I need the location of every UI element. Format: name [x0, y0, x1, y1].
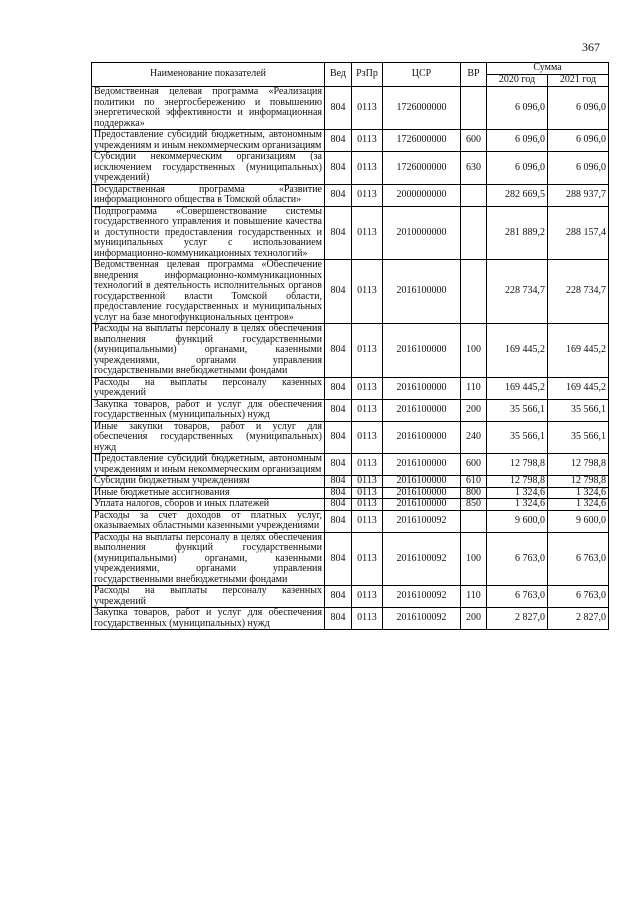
- row-vr: [461, 206, 487, 260]
- row-amount-2020: 12 798,8: [487, 454, 548, 476]
- row-amount-2021: 6 096,0: [548, 87, 609, 130]
- row-rzpr: 0113: [352, 260, 383, 324]
- row-ved: 804: [325, 454, 352, 476]
- row-amount-2021: 6 763,0: [548, 532, 609, 586]
- header-rzpr: РзПр: [352, 63, 383, 87]
- row-amount-2021: 288 157,4: [548, 206, 609, 260]
- row-vr: 600: [461, 130, 487, 152]
- row-rzpr: 0113: [352, 152, 383, 185]
- row-rzpr: 0113: [352, 487, 383, 499]
- row-amount-2020: 12 798,8: [487, 476, 548, 488]
- row-amount-2021: 1 324,6: [548, 487, 609, 499]
- row-amount-2020: 1 324,6: [487, 499, 548, 511]
- table-row: [92, 87, 609, 130]
- table-header-row: [92, 63, 609, 75]
- row-ved: 804: [325, 586, 352, 608]
- row-amount-2021: 288 937,7: [548, 184, 609, 206]
- row-ved: 804: [325, 152, 352, 185]
- row-rzpr: 0113: [352, 324, 383, 378]
- row-csr: 1726000000: [383, 152, 461, 185]
- row-csr: 2016100000: [383, 487, 461, 499]
- budget-table: [91, 62, 609, 630]
- row-rzpr: 0113: [352, 499, 383, 511]
- row-csr: 2016100000: [383, 454, 461, 476]
- row-name: Ведомственная целевая программа «Обеспечение внедрения информационно-коммуникационных технологий в деятельность исполнительных органов государственной власти Томской области, предоставление государственных и муниципальных услуг на базе многофункциональных центров»: [92, 260, 325, 324]
- row-rzpr: 0113: [352, 454, 383, 476]
- table-row: [92, 499, 609, 511]
- row-csr: 2000000000: [383, 184, 461, 206]
- row-csr: 2016100000: [383, 324, 461, 378]
- row-name: Расходы на выплаты персоналу в целях обеспечения выполнения функций государственными (муниципальными) органами, казенными учреждениями, органами управления государственными внебюджетными фондами: [92, 532, 325, 586]
- row-csr: 2016100092: [383, 586, 461, 608]
- row-name: Предоставление субсидий бюджетным, автономным учреждениям и иным некоммерческим организациям: [92, 454, 325, 476]
- row-amount-2021: 169 445,2: [548, 324, 609, 378]
- row-amount-2021: 12 798,8: [548, 476, 609, 488]
- header-year-2021: 2021 год: [548, 75, 609, 87]
- row-amount-2020: 2 827,0: [487, 608, 548, 630]
- row-rzpr: 0113: [352, 476, 383, 488]
- header-name: Наименование показателей: [92, 63, 325, 87]
- row-vr: 100: [461, 532, 487, 586]
- row-name: Иные бюджетные ассигнования: [92, 487, 325, 499]
- row-amount-2021: 6 096,0: [548, 130, 609, 152]
- row-vr: [461, 510, 487, 532]
- row-rzpr: 0113: [352, 184, 383, 206]
- row-amount-2020: 281 889,2: [487, 206, 548, 260]
- row-vr: 100: [461, 324, 487, 378]
- table-row: [92, 152, 609, 185]
- row-amount-2021: 228 734,7: [548, 260, 609, 324]
- table-row: [92, 206, 609, 260]
- header-year-2020: 2020 год: [487, 75, 548, 87]
- row-name: Ведомственная целевая программа «Реализация политики по энергосбережению и повышению энергетической эффективности и информационная поддержка»: [92, 87, 325, 130]
- row-ved: 804: [325, 608, 352, 630]
- row-ved: 804: [325, 510, 352, 532]
- header-csr: ЦСР: [383, 63, 461, 87]
- row-rzpr: 0113: [352, 87, 383, 130]
- row-rzpr: 0113: [352, 510, 383, 532]
- row-amount-2021: 6 096,0: [548, 152, 609, 185]
- row-vr: 200: [461, 608, 487, 630]
- table-row: [92, 421, 609, 454]
- row-csr: 2016100000: [383, 421, 461, 454]
- row-name: Закупка товаров, работ и услуг для обеспечения государственных (муниципальных) нужд: [92, 399, 325, 421]
- row-amount-2020: 6 763,0: [487, 532, 548, 586]
- table-row: [92, 476, 609, 488]
- row-rzpr: 0113: [352, 130, 383, 152]
- row-rzpr: 0113: [352, 206, 383, 260]
- table-row: [92, 377, 609, 399]
- table-row: [92, 532, 609, 586]
- header-vr: ВР: [461, 63, 487, 87]
- row-name: Закупка товаров, работ и услуг для обеспечения государственных (муниципальных) нужд: [92, 608, 325, 630]
- row-name: Субсидии некоммерческим организациям (за исключением государственных (муниципальных) учреждений): [92, 152, 325, 185]
- row-rzpr: 0113: [352, 421, 383, 454]
- row-csr: 2016100000: [383, 377, 461, 399]
- row-csr: 2010000000: [383, 206, 461, 260]
- row-vr: 850: [461, 499, 487, 511]
- row-ved: 804: [325, 184, 352, 206]
- header-sum: Сумма: [487, 63, 609, 75]
- row-amount-2020: 169 445,2: [487, 324, 548, 378]
- row-csr: 2016100000: [383, 399, 461, 421]
- row-name: Расходы за счет доходов от платных услуг, оказываемых областными казенными учреждениями: [92, 510, 325, 532]
- table-row: [92, 586, 609, 608]
- row-csr: 2016100092: [383, 608, 461, 630]
- row-amount-2021: 9 600,0: [548, 510, 609, 532]
- row-amount-2020: 282 669,5: [487, 184, 548, 206]
- row-rzpr: 0113: [352, 586, 383, 608]
- row-vr: 200: [461, 399, 487, 421]
- row-amount-2020: 6 096,0: [487, 130, 548, 152]
- row-name: Расходы на выплаты персоналу в целях обеспечения выполнения функций государственными (муниципальными) органами, казенными учреждениями, органами управления государственными внебюджетными фондами: [92, 324, 325, 378]
- row-vr: [461, 184, 487, 206]
- header-ved: Вед: [325, 63, 352, 87]
- table-row: [92, 454, 609, 476]
- row-amount-2020: 9 600,0: [487, 510, 548, 532]
- row-ved: 804: [325, 499, 352, 511]
- row-csr: 1726000000: [383, 130, 461, 152]
- row-vr: 630: [461, 152, 487, 185]
- table-row: [92, 130, 609, 152]
- row-csr: 2016100092: [383, 510, 461, 532]
- row-ved: 804: [325, 206, 352, 260]
- row-ved: 804: [325, 377, 352, 399]
- row-csr: 2016100000: [383, 260, 461, 324]
- table-row: [92, 260, 609, 324]
- row-rzpr: 0113: [352, 399, 383, 421]
- row-csr: 2016100000: [383, 499, 461, 511]
- row-amount-2020: 169 445,2: [487, 377, 548, 399]
- row-vr: [461, 260, 487, 324]
- row-name: Подпрограмма «Совершенствование системы государственного управления и повышение качества и доступности предоставления государственных и муниципальных услуг с использованием информационно-коммуникационных технологий»: [92, 206, 325, 260]
- row-name: Предоставление субсидий бюджетным, автономным учреждениям и иным некоммерческим организациям: [92, 130, 325, 152]
- row-amount-2020: 35 566,1: [487, 399, 548, 421]
- row-ved: 804: [325, 130, 352, 152]
- row-amount-2021: 35 566,1: [548, 399, 609, 421]
- row-name: Расходы на выплаты персоналу казенных учреждений: [92, 586, 325, 608]
- table-body: [92, 87, 609, 630]
- row-ved: 804: [325, 421, 352, 454]
- table-row: [92, 399, 609, 421]
- table-row: [92, 510, 609, 532]
- row-vr: 110: [461, 586, 487, 608]
- row-amount-2021: 6 763,0: [548, 586, 609, 608]
- row-ved: 804: [325, 532, 352, 586]
- row-amount-2020: 6 096,0: [487, 87, 548, 130]
- row-ved: 804: [325, 476, 352, 488]
- row-amount-2021: 35 566,1: [548, 421, 609, 454]
- row-rzpr: 0113: [352, 377, 383, 399]
- row-name: Субсидии бюджетным учреждениям: [92, 476, 325, 488]
- page-number: 367: [582, 40, 600, 54]
- row-csr: 2016100000: [383, 476, 461, 488]
- row-amount-2020: 1 324,6: [487, 487, 548, 499]
- row-name: Государственная программа «Развитие информационного общества в Томской области»: [92, 184, 325, 206]
- row-ved: 804: [325, 324, 352, 378]
- row-rzpr: 0113: [352, 532, 383, 586]
- row-ved: 804: [325, 260, 352, 324]
- row-ved: 804: [325, 399, 352, 421]
- row-name: Уплата налогов, сборов и иных платежей: [92, 499, 325, 511]
- row-name: Расходы на выплаты персоналу казенных учреждений: [92, 377, 325, 399]
- row-csr: 2016100092: [383, 532, 461, 586]
- row-ved: 804: [325, 487, 352, 499]
- row-amount-2020: 228 734,7: [487, 260, 548, 324]
- row-csr: 1726000000: [383, 87, 461, 130]
- row-amount-2021: 169 445,2: [548, 377, 609, 399]
- row-amount-2020: 35 566,1: [487, 421, 548, 454]
- row-vr: 240: [461, 421, 487, 454]
- row-vr: 800: [461, 487, 487, 499]
- row-amount-2020: 6 096,0: [487, 152, 548, 185]
- row-amount-2021: 1 324,6: [548, 499, 609, 511]
- table-row: [92, 487, 609, 499]
- row-vr: 110: [461, 377, 487, 399]
- table-row: [92, 608, 609, 630]
- row-amount-2021: 2 827,0: [548, 608, 609, 630]
- row-amount-2020: 6 763,0: [487, 586, 548, 608]
- row-vr: [461, 87, 487, 130]
- row-name: Иные закупки товаров, работ и услуг для обеспечения государственных (муниципальных) нужд: [92, 421, 325, 454]
- row-ved: 804: [325, 87, 352, 130]
- row-vr: 610: [461, 476, 487, 488]
- table-row: [92, 324, 609, 378]
- row-amount-2021: 12 798,8: [548, 454, 609, 476]
- row-vr: 600: [461, 454, 487, 476]
- table-row: [92, 184, 609, 206]
- row-rzpr: 0113: [352, 608, 383, 630]
